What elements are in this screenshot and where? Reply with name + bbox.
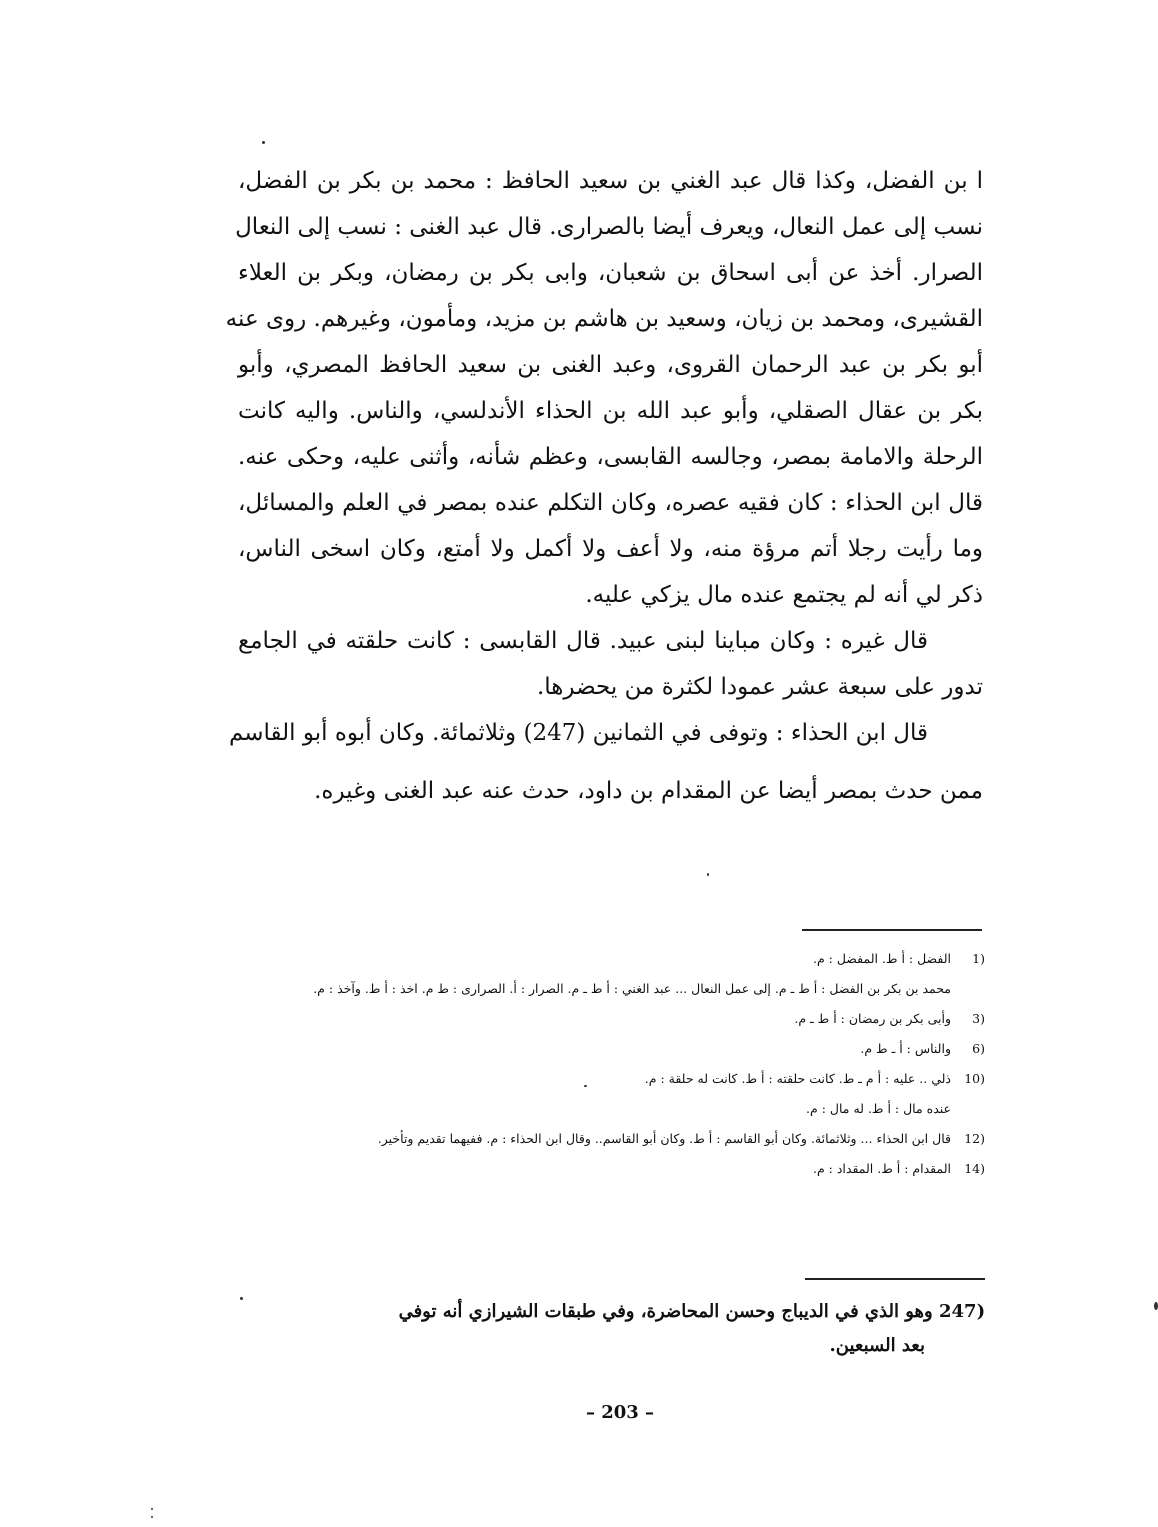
main-text-line: قال ابن الحذاء : وتوفى في الثمانين (247) وثلاثمائة. وكان أبوه أبو القاسم (228, 720, 928, 746)
footnote (318, 1295, 985, 1363)
apparatus-entry (240, 1004, 985, 1034)
apparatus-note: قال ابن الحذاء ... وثلاثمائة. وكان أبو القاسم : أ ط. وكان أبو القاسم.. وقال ابن الحذاء : م. ففيهما تقديم وتأخير. (377, 1131, 951, 1146)
footnote-separator (805, 1278, 985, 1280)
main-text-line: قال غيره : وكان مباينا لبنى عبيد. قال القابسى : كانت حلقته في الجامع (238, 628, 928, 654)
main-text-line: تدور على سبعة عشر عمودا لكثرة من يحضرها. (536, 674, 983, 700)
apparatus-line-number: 12) (964, 1131, 985, 1146)
main-text-block (225, 158, 983, 814)
main-text-line: وما رأيت رجلا أتم مرؤة منه، ولا أعف ولا أكمل ولا أمتع، وكان اسخى الناس، (238, 536, 983, 562)
apparatus-entry (240, 1094, 985, 1124)
apparatus-line-number: 1) (972, 951, 985, 966)
apparatus-note: الفضل : أ ط. المفضل : م. (812, 951, 951, 966)
main-text-line: بكر بن عقال الصقلي، وأبو عبد الله بن الحذاء الأندلسي، والناس. واليه كانت (238, 398, 983, 424)
scan-speck (584, 1085, 587, 1087)
scan-speck (151, 1516, 153, 1518)
scan-speck (151, 1508, 153, 1510)
main-text-line: ممن حدث بمصر أيضا عن المقدام بن داود، حدث عنه عبد الغنى وغيره. (314, 778, 983, 804)
page-number: – 203 – (585, 1402, 655, 1423)
apparatus-note: المقدام : أ ط. المقداد : م. (812, 1161, 951, 1176)
footnote-line (318, 1295, 985, 1329)
apparatus-note: ذلي .. عليه : أ م ـ ط. كانت حلقته : أ ط. كانت له حلقة : م. (644, 1071, 951, 1086)
apparatus-separator (802, 929, 982, 931)
footnote-continuation: بعد السبعين. (829, 1335, 925, 1356)
scan-speck (240, 1297, 243, 1300)
apparatus-line-number: 10) (964, 1071, 985, 1086)
apparatus-entry (240, 1154, 985, 1184)
main-text-line: ذكر لي أنه لم يجتمع عنده مال يزكي عليه. (585, 582, 983, 608)
apparatus-note: محمد بن بكر بن الفضل : أ ط ـ م. إلى عمل النعال ... عبد الغني : أ ط ـ م. الصرار : أ. الصرارى : ط م. اخذ : أ ط. وآخذ : م. (313, 981, 951, 996)
critical-apparatus (240, 944, 985, 1184)
apparatus-note: والناس : أ ـ ط م. (860, 1041, 951, 1056)
scan-speck (1154, 1302, 1158, 1310)
apparatus-note: وأبى بكر بن رمضان : أ ط ـ م. (794, 1011, 951, 1026)
apparatus-entry (240, 944, 985, 974)
scan-speck (707, 873, 709, 876)
apparatus-entry (240, 1034, 985, 1064)
main-text-line: الرحلة والامامة بمصر، وجالسه القابسى، وعظم شأنه، وأثنى عليه، وحكى عنه. (238, 444, 983, 470)
apparatus-line-number: 3) (972, 1011, 985, 1026)
apparatus-line-number: 6) (972, 1041, 985, 1056)
footnote-text: وهو الذي في الديباج وحسن المحاضرة، وفي طبقات الشيرازي أنه توفي (398, 1301, 933, 1322)
main-text-line: أبو بكر بن عبد الرحمان القروى، وعبد الغنى بن سعيد الحافظ المصري، وأبو (238, 352, 983, 378)
main-text-line: ا بن الفضل، وكذا قال عبد الغني بن سعيد الحافظ : محمد بن بكر بن الفضل، (238, 168, 983, 194)
footnote-reference: 247) (939, 1301, 986, 1322)
apparatus-line-number: 14) (964, 1161, 985, 1176)
main-text-line: الصرار. أخذ عن أبى اسحاق بن شعبان، وابى بكر بن رمضان، وبكر بن العلاء (238, 260, 983, 286)
apparatus-entry (240, 1064, 985, 1094)
apparatus-entry (240, 974, 985, 1004)
main-text-line: نسب إلى عمل النعال، ويعرف أيضا بالصرارى. قال عبد الغنى : نسب إلى النعال (235, 214, 983, 240)
scan-speck (262, 141, 265, 144)
apparatus-note: عنده مال : أ ط. له مال : م. (806, 1101, 951, 1116)
main-text-line: قال ابن الحذاء : كان فقيه عصره، وكان التكلم عنده بمصر في العلم والمسائل، (238, 490, 983, 516)
main-text-line: القشيرى، ومحمد بن زيان، وسعيد بن هاشم بن مزيد، ومأمون، وغيرهم. روى عنه (225, 306, 983, 332)
apparatus-entry (240, 1124, 985, 1154)
